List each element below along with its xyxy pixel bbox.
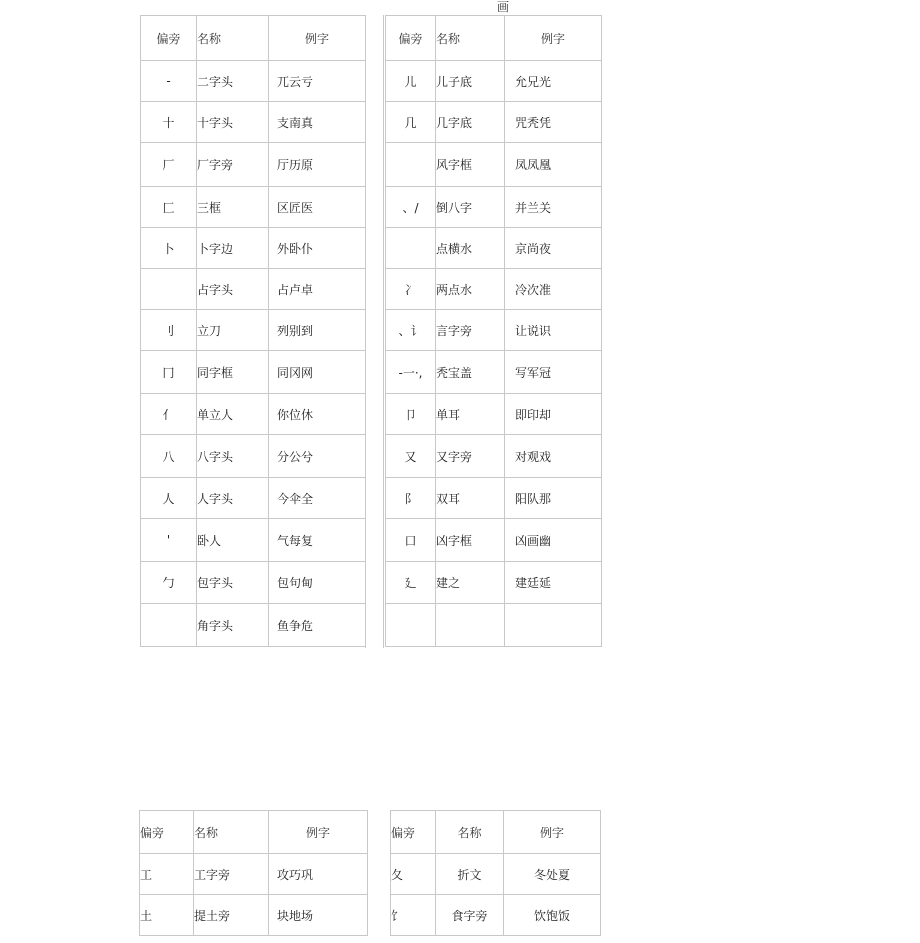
examples-cell: 外卧仆	[269, 228, 366, 269]
radical-cell: 饣	[391, 895, 436, 936]
header-examples: 例字	[504, 811, 601, 854]
table-row	[141, 143, 366, 187]
header-examples: 例字	[269, 811, 368, 854]
name-cell: 工字旁	[194, 854, 269, 895]
name-cell: 儿子底	[436, 61, 505, 102]
table-row	[391, 854, 601, 895]
examples-cell: 兀云亏	[269, 61, 366, 102]
table-row	[386, 102, 602, 143]
examples-cell: 咒秃凭	[505, 102, 602, 143]
table-row	[386, 310, 602, 351]
examples-cell: 分公兮	[269, 435, 366, 478]
examples-cell: 占卢卓	[269, 269, 366, 310]
name-cell: 风字框	[436, 143, 505, 187]
header-examples: 例字	[505, 16, 602, 61]
radical-cell: 厂	[141, 143, 197, 187]
radical-cell: 又	[386, 435, 436, 478]
radical-cell: 廴	[386, 562, 436, 604]
header-name: 名称	[194, 811, 269, 854]
radical-cell: 卜	[141, 228, 197, 269]
radical-cell	[141, 604, 197, 647]
name-cell: 卜字边	[197, 228, 269, 269]
header-row	[391, 811, 601, 854]
examples-cell: 你位休	[269, 394, 366, 435]
examples-cell: 同冈网	[269, 351, 366, 394]
radical-table-left	[140, 15, 366, 647]
radical-cell: 几	[386, 102, 436, 143]
examples-cell: 厅历原	[269, 143, 366, 187]
table-row	[386, 562, 602, 604]
table-row	[386, 228, 602, 269]
radical-cell	[386, 604, 436, 647]
name-cell: 几字底	[436, 102, 505, 143]
examples-cell: 阳队那	[505, 478, 602, 519]
examples-cell: 饮饱饭	[504, 895, 601, 936]
table-row	[141, 435, 366, 478]
examples-cell: 京尚夜	[505, 228, 602, 269]
table-row	[141, 187, 366, 228]
table-row	[141, 519, 366, 562]
radical-cell: -一·,	[386, 351, 436, 394]
examples-cell: 气每复	[269, 519, 366, 562]
table-row	[141, 269, 366, 310]
examples-cell: 攻巧巩	[269, 854, 368, 895]
radical-cell: 、/	[386, 187, 436, 228]
name-cell: 凶字框	[436, 519, 505, 562]
table-row	[386, 478, 602, 519]
name-cell: 卧人	[197, 519, 269, 562]
radical-cell: 工	[140, 854, 194, 895]
name-cell: 倒八字	[436, 187, 505, 228]
radical-cell: '	[141, 519, 197, 562]
radical-cell: 八	[141, 435, 197, 478]
table-row	[386, 394, 602, 435]
name-cell: 言字旁	[436, 310, 505, 351]
name-cell: 两点水	[436, 269, 505, 310]
top-label: 画	[497, 0, 510, 14]
radical-cell: 亻	[141, 394, 197, 435]
name-cell: 又字旁	[436, 435, 505, 478]
examples-cell: 写军冠	[505, 351, 602, 394]
name-cell: 建之	[436, 562, 505, 604]
radical-cell: 勹	[141, 562, 197, 604]
name-cell: 同字框	[197, 351, 269, 394]
header-name: 名称	[436, 16, 505, 61]
radical-table-right	[385, 15, 602, 647]
radical-table-bottom-right	[390, 810, 601, 936]
radical-cell: 十	[141, 102, 197, 143]
table-row	[141, 228, 366, 269]
examples-cell: 允兄光	[505, 61, 602, 102]
examples-cell: 块地场	[269, 895, 368, 936]
header-row	[386, 16, 602, 61]
radical-cell: -	[141, 61, 197, 102]
name-cell: 立刀	[197, 310, 269, 351]
table-row	[386, 269, 602, 310]
examples-cell: 区匠医	[269, 187, 366, 228]
radical-table-bottom-left	[139, 810, 368, 936]
radical-cell: 夂	[391, 854, 436, 895]
table-row	[386, 435, 602, 478]
examples-cell: 鱼争危	[269, 604, 366, 647]
header-row	[140, 811, 368, 854]
table-row	[141, 61, 366, 102]
table-row	[141, 562, 366, 604]
examples-cell: 让说识	[505, 310, 602, 351]
header-radical: 偏旁	[391, 811, 436, 854]
name-cell: 单立人	[197, 394, 269, 435]
examples-cell: 冷次准	[505, 269, 602, 310]
examples-cell: 即印却	[505, 394, 602, 435]
radical-cell: 冫	[386, 269, 436, 310]
table-row	[386, 187, 602, 228]
examples-cell: 对观戏	[505, 435, 602, 478]
table-row	[386, 143, 602, 187]
name-cell: 单耳	[436, 394, 505, 435]
radical-cell: 匚	[141, 187, 197, 228]
examples-cell: 建廷延	[505, 562, 602, 604]
examples-cell: 冬处夏	[504, 854, 601, 895]
name-cell: 秃宝盖	[436, 351, 505, 394]
table-row	[141, 102, 366, 143]
examples-cell: 今伞全	[269, 478, 366, 519]
radical-cell: 刂	[141, 310, 197, 351]
table-row	[140, 854, 368, 895]
table-row	[386, 61, 602, 102]
header-radical: 偏旁	[140, 811, 194, 854]
header-name: 名称	[436, 811, 504, 854]
table-row	[141, 604, 366, 647]
name-cell: 十字头	[197, 102, 269, 143]
name-cell	[436, 604, 505, 647]
examples-cell: 包句甸	[269, 562, 366, 604]
table-row	[141, 478, 366, 519]
header-name: 名称	[197, 16, 269, 61]
name-cell: 提土旁	[194, 895, 269, 936]
radical-cell: 土	[140, 895, 194, 936]
radical-cell: 儿	[386, 61, 436, 102]
table-row	[140, 895, 368, 936]
examples-cell: 列别到	[269, 310, 366, 351]
table-row	[386, 604, 602, 647]
header-examples: 例字	[269, 16, 366, 61]
radical-cell	[141, 269, 197, 310]
name-cell: 八字头	[197, 435, 269, 478]
radical-cell	[386, 143, 436, 187]
name-cell: 包字头	[197, 562, 269, 604]
examples-cell	[505, 604, 602, 647]
name-cell: 人字头	[197, 478, 269, 519]
name-cell: 点横水	[436, 228, 505, 269]
table-gap-divider	[365, 15, 384, 648]
name-cell: 厂字旁	[197, 143, 269, 187]
table-row	[391, 895, 601, 936]
table-row	[141, 351, 366, 394]
name-cell: 三框	[197, 187, 269, 228]
radical-cell: 冂	[141, 351, 197, 394]
examples-cell: 并兰关	[505, 187, 602, 228]
name-cell: 角字头	[197, 604, 269, 647]
table-row	[141, 394, 366, 435]
radical-cell: 阝	[386, 478, 436, 519]
header-radical: 偏旁	[141, 16, 197, 61]
radical-cell: 人	[141, 478, 197, 519]
examples-cell: 凶画幽	[505, 519, 602, 562]
table-row	[386, 519, 602, 562]
radical-cell: 口	[386, 519, 436, 562]
examples-cell: 凤凤凰	[505, 143, 602, 187]
name-cell: 占字头	[197, 269, 269, 310]
table-row	[141, 310, 366, 351]
name-cell: 双耳	[436, 478, 505, 519]
name-cell: 二字头	[197, 61, 269, 102]
radical-cell: 卩	[386, 394, 436, 435]
examples-cell: 支南真	[269, 102, 366, 143]
radical-cell: 、讠	[386, 310, 436, 351]
header-row	[141, 16, 366, 61]
header-radical: 偏旁	[386, 16, 436, 61]
name-cell: 食字旁	[436, 895, 504, 936]
radical-cell	[386, 228, 436, 269]
table-row	[386, 351, 602, 394]
name-cell: 折文	[436, 854, 504, 895]
